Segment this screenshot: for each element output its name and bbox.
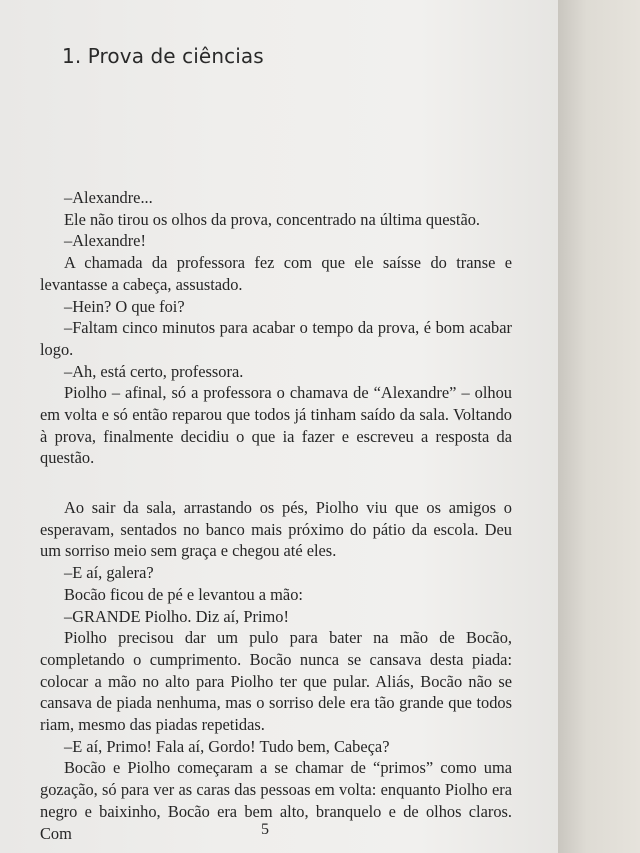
paragraph: Ele não tirou os olhos da prova, concentrado na última questão.	[64, 209, 481, 229]
paragraph: Ao sair da sala, arrastando os pés, Piolho viu que os amigos o esperavam, sentados no banco mais próximo do pátio da escola. Deu um sorriso meio sem graça e chegou até eles.	[40, 498, 512, 561]
body-section-1	[40, 187, 512, 469]
paragraph: –Hein? O que foi?	[64, 296, 185, 316]
paragraph: –Alexandre!	[64, 231, 146, 251]
paragraph: A chamada da professora fez com que ele saísse do transe e levantasse a cabeça, assustado.	[40, 253, 512, 294]
paragraph: –GRANDE Piolho. Diz aí, Primo!	[64, 606, 289, 626]
paragraph: Piolho – afinal, só a professora o chamava de “Alexandre” – olhou em volta e só então reparou que todos já tinham saído da sala. Voltando à prova, finalmente decidiu o que ia fazer e escreveu a resposta da questão.	[40, 383, 512, 468]
page-number: 5	[261, 821, 269, 838]
paragraph: –Alexandre...	[64, 188, 153, 207]
next-page-edge	[558, 0, 640, 853]
paragraph: Bocão ficou de pé e levantou a mão:	[64, 584, 303, 604]
paragraph: –E aí, galera?	[64, 563, 154, 583]
paragraph: Piolho precisou dar um pulo para bater na mão de Bocão, completando o cumprimento. Bocão nunca se cansava desta piada: colocar a mão no alto para Piolho ter que pular. Aliás, Bocão não se cansava de piada nenhuma, mas o sorriso dele era tão grande que todos riam, mesmo das piadas repetidas.	[40, 628, 512, 735]
paragraph: Bocão e Piolho começaram a se chamar de “primos” como uma gozação, só para ver as caras das pessoas em volta: enquanto Piolho era negro e baixinho, Bocão era bem alto, branquelo e de olhos claros. Com	[40, 758, 512, 843]
paragraph: –Ah, está certo, professora.	[64, 361, 244, 381]
body-section-2	[40, 497, 512, 844]
paragraph: –E aí, Primo! Fala aí, Gordo! Tudo bem, Cabeça?	[64, 736, 390, 756]
paragraph: –Faltam cinco minutos para acabar o tempo da prova, é bom acabar logo.	[40, 318, 512, 359]
chapter-title: 1. Prova de ciências	[62, 44, 264, 68]
